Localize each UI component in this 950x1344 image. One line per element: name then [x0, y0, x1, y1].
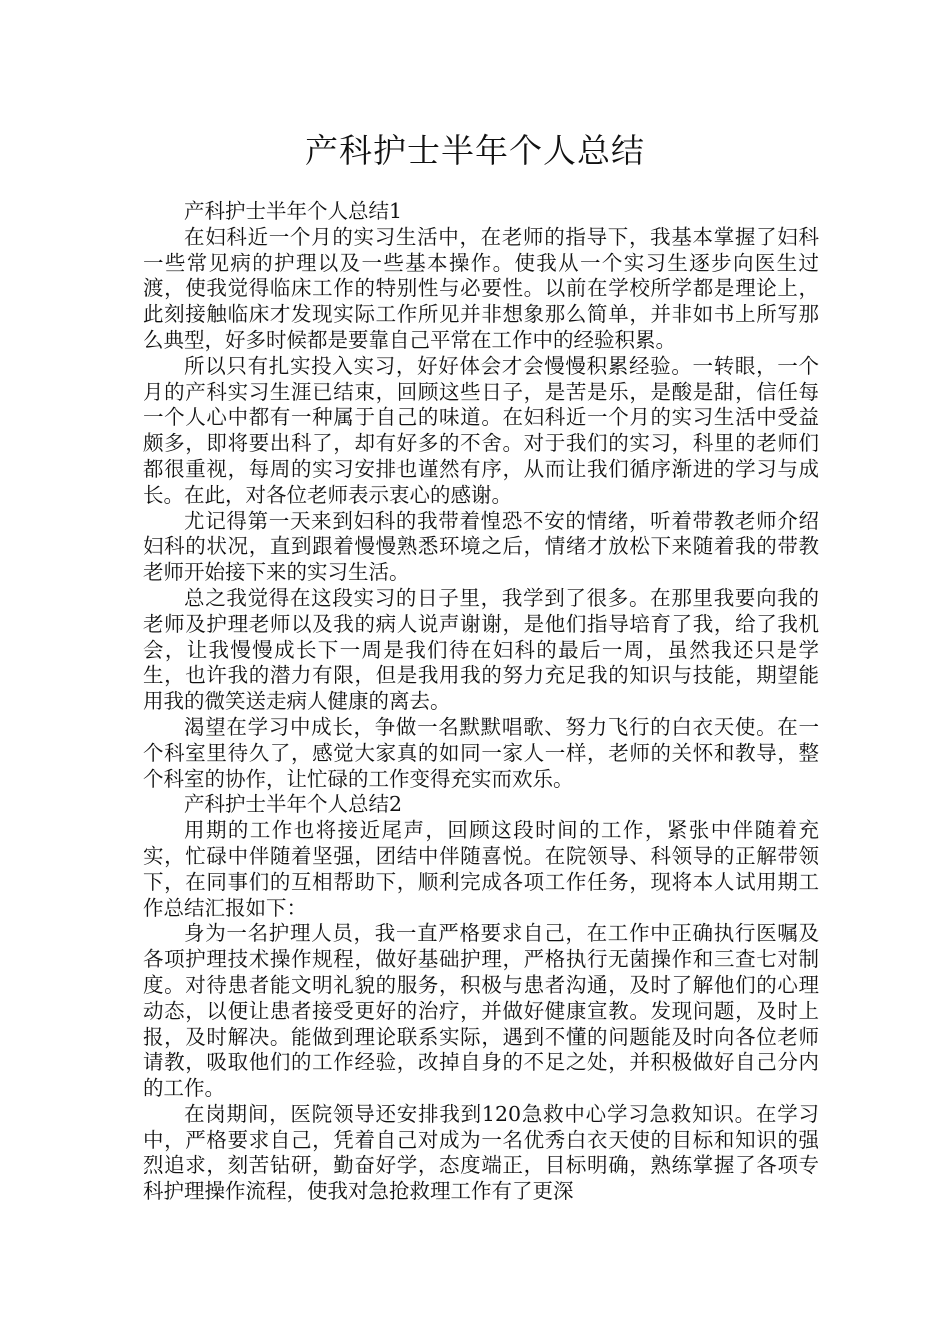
- paragraph: 所以只有扎实投入实习，好好体会才会慢慢积累经验。一转眼，一个月的产科实习生涯已结束，回顾这些日子，是苦是乐，是酸是甜，信任每一个人心中都有一种属于自己的味道。在妇科近一个月的实习生活中受益颇多，即将要出科了，却有好多的不舍。对于我们的实习，科里的老师们都很重视，每周的实习安排也谨然有序，从而让我们循序渐进的学习与成长。在此，对各位老师表示衷心的感谢。: [143, 353, 819, 507]
- paragraph: 身为一名护理人员，我一直严格要求自己，在工作中正确执行医嘱及各项护理技术操作规程，做好基础护理，严格执行无菌操作和三查七对制度。对待患者能文明礼貌的服务，积极与患者沟通，及时了解他们的心理动态，以便让患者接受更好的治疗，并做好健康宣教。发现问题，及时上报，及时解决。能做到理论联系实际，遇到不懂的问题能及时向各位老师请教，吸取他们的工作经验，改掉自身的不足之处，并积极做好自己分内的工作。: [143, 921, 819, 1101]
- paragraph: 总之我觉得在这段实习的日子里，我学到了很多。在那里我要向我的老师及护理老师以及我的病人说声谢谢，是他们指导培育了我，给了我机会，让我慢慢成长下一周是我们待在妇科的最后一周，虽然我还只是学生，也许我的潜力有限，但是我用我的努力充足我的知识与技能，期望能用我的微笑送走病人健康的离去。: [143, 585, 819, 714]
- section-heading-2: 产科护士半年个人总结2: [184, 792, 403, 817]
- paragraph: 尤记得第一天来到妇科的我带着惶恐不安的情绪，听着带教老师介绍妇科的状况，直到跟着慢慢熟悉环境之后，情绪才放松下来随着我的带教老师开始接下来的实习生活。: [143, 508, 819, 585]
- paragraph: 在妇科近一个月的实习生活中，在老师的指导下，我基本掌握了妇科一些常见病的护理以及一些基本操作。使我从一个实习生逐步向医生过渡，使我觉得临床工作的特别性与必要性。以前在学校所学都是理论上，此刻接触临床才发现实际工作所见并非想象那么简单，并非如书上所写那么典型，好多时候都是要靠自己平常在工作中的经验积累。: [143, 224, 819, 352]
- section-heading-1: 产科护士半年个人总结1: [184, 199, 403, 223]
- document-body: [143, 199, 819, 1205]
- paragraph: 在岗期间，医院领导还安排我到120急救中心学习急救知识。在学习中，严格要求自己，凭着自己对成为一名优秀白衣天使的目标和知识的强烈追求，刻苦钻研，勤奋好学，态度端正，目标明确，熟练掌握了各项专科护理操作流程，使我对急抢救理工作有了更深: [143, 1101, 819, 1204]
- paragraph: 用期的工作也将接近尾声，回顾这段时间的工作，紧张中伴随着充实，忙碌中伴随着坚强，团结中伴随喜悦。在院领导、科领导的正解带领下，在同事们的互相帮助下，顺利完成各项工作任务，现将本人试用期工作总结汇报如下：: [143, 818, 819, 920]
- document-title: 产科护士半年个人总结: [305, 131, 645, 170]
- paragraph: 渴望在学习中成长，争做一名默默唱歌、努力飞行的白衣天使。在一个科室里待久了，感觉大家真的如同一家人一样，老师的关怀和教导，整个科室的协作，让忙碌的工作变得充实而欢乐。: [143, 714, 819, 791]
